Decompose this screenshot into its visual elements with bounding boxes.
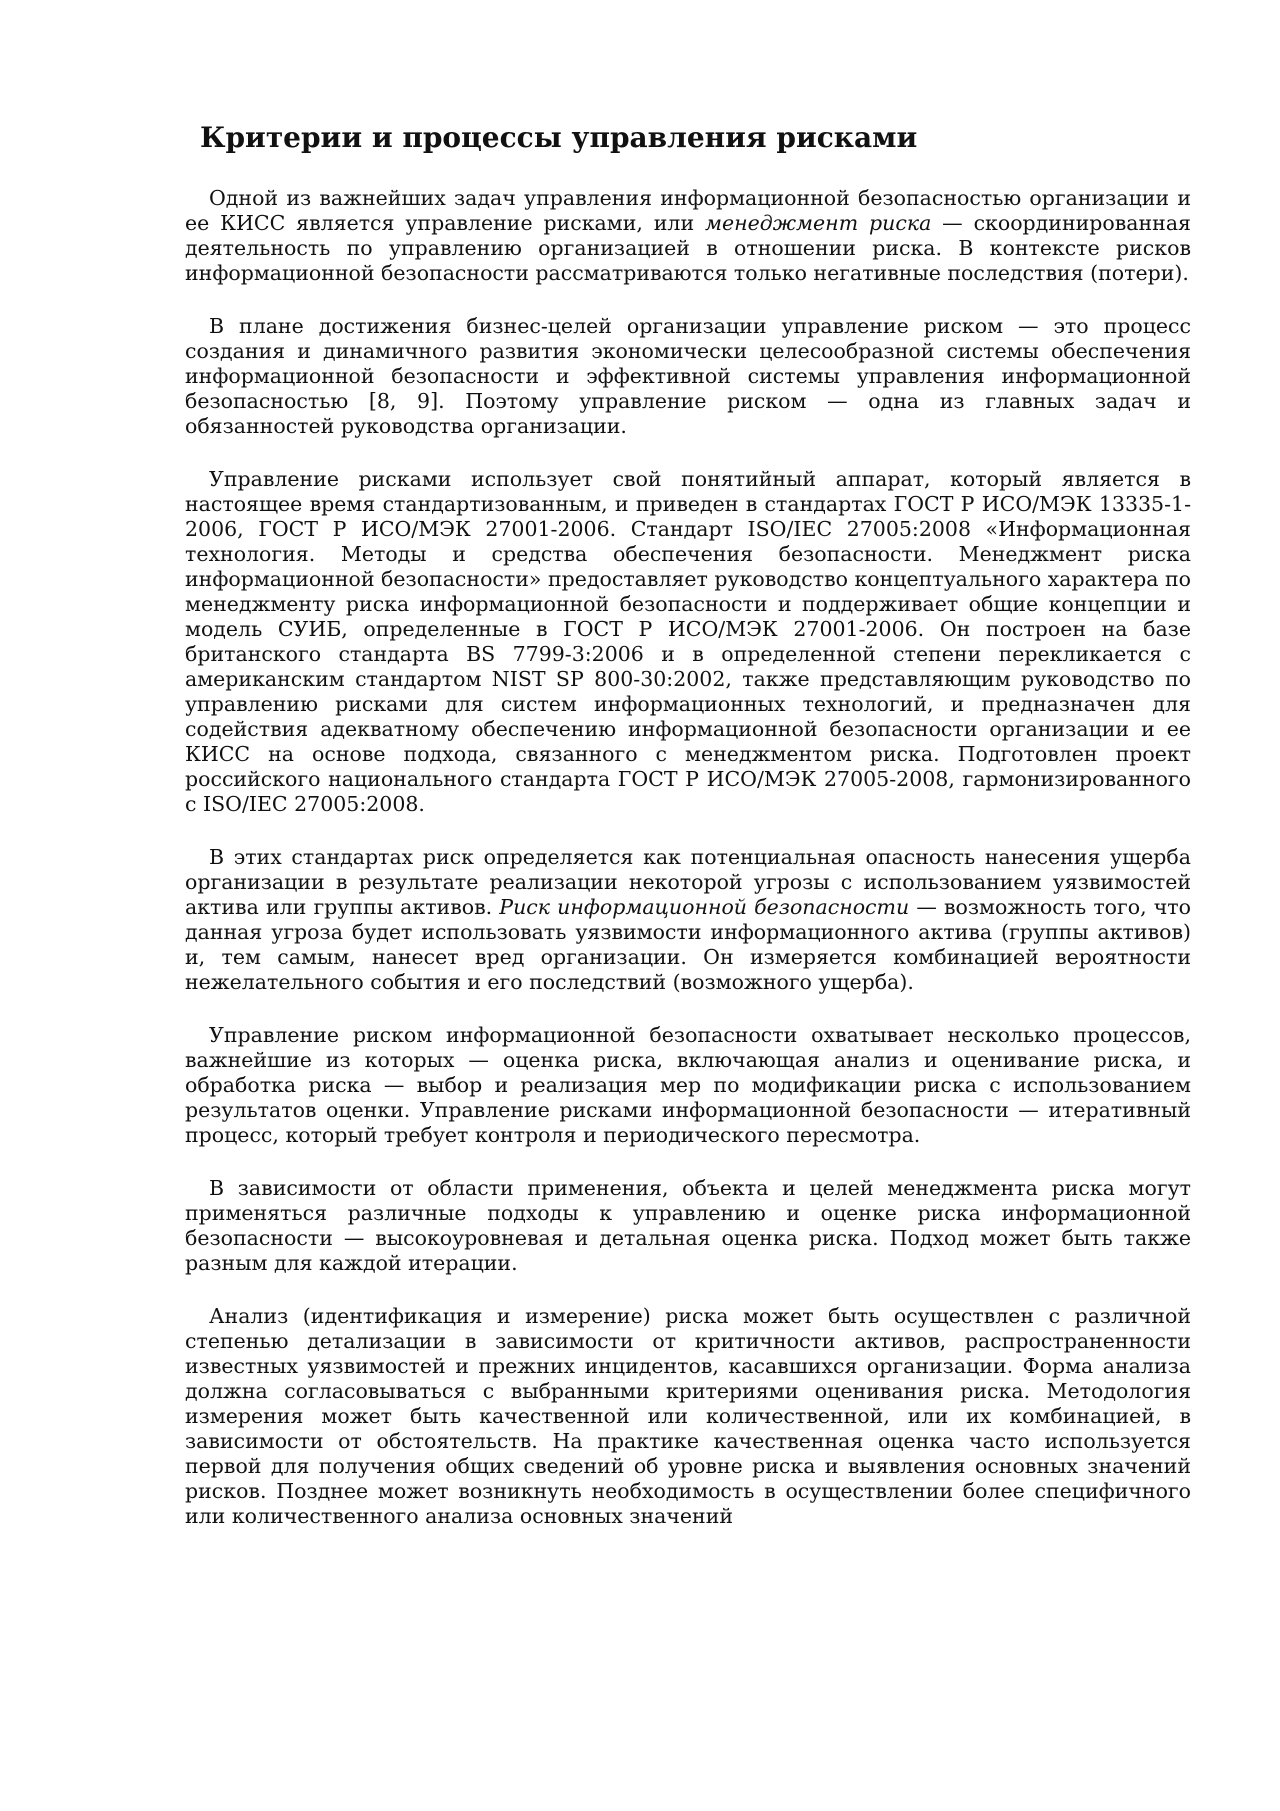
paragraph-4-text-a: В этих стандартах риск определяется как потенциальная опасность нанесения ущерба организации в результате реализации некоторой угрозы с использованием уязвимостей актива или группы активов. bbox=[185, 845, 1191, 919]
page-title: Критерии и процессы управления рисками bbox=[200, 121, 918, 154]
paragraph-7: Анализ (идентификация и измерение) риска может быть осуществлен с различной степенью детализации в зависимости от критичности активов, распространенности известных уязвимостей и прежних инцидентов, касавшихся организации. Форма анализа должна согласовываться с выбранными критериями оценивания риска. Методология измерения может быть качественной или количественной, или их комбинацией, в зависимости от обстоятельств. На практике качественная оценка часто используется первой для получения общих сведений об уровне риска и выявления основных значений рисков. Позднее может возникнуть необходимость в осуществлении более специфичного или количественного анализа основных значений bbox=[185, 1304, 1191, 1528]
paragraph-1-text-a: Одной из важнейших задач управления информационной безопасностью организации и ее КИСС является управление рисками, или bbox=[185, 186, 1191, 235]
paragraph-5: Управление риском информационной безопасности охватывает несколько процессов, важнейшие из которых — оценка риска, включающая анализ и оценивание риска, и обработка риска — выбор и реализация мер по модификации риска с использованием результатов оценки. Управление рисками информационной безопасности — итеративный процесс, который требует контроля и периодического пересмотра. bbox=[185, 1023, 1191, 1147]
paragraph-1 bbox=[185, 186, 1191, 286]
paragraph-4 bbox=[185, 845, 1191, 995]
paragraph-4-text-b: — возможность того, что данная угроза будет использовать уязвимости информационного актива (группы активов) и, тем самым, нанесет вред организации. Он измеряется комбинацией вероятности нежелательного события и его последствий (возможного ущерба). bbox=[185, 895, 1191, 994]
term-infosec-risk: Риск информационной безопасности bbox=[499, 895, 910, 919]
term-risk-management: менеджмент риска bbox=[705, 211, 932, 235]
paragraph-1-text-b: — скоординированная деятельность по управлению организацией в отношении риска. В контексте рисков информационной безопасности рассматриваются только негативные последствия (потери). bbox=[185, 211, 1191, 285]
paragraph-2: В плане достижения бизнес-целей организации управление риском — это процесс создания и динамичного развития экономически целесообразной системы обеспечения информационной безопасности и эффективной системы управления информационной безопасностью [8, 9]. Поэтому управление риском — одна из главных задач и обязанностей руководства организации. bbox=[185, 314, 1191, 438]
document-body bbox=[185, 186, 1191, 1557]
paragraph-3: Управление рисками использует свой понятийный аппарат, который является в настоящее время стандартизованным, и приведен в стандартах ГОСТ Р ИСО/МЭК 13335-1-2006, ГОСТ Р ИСО/МЭК 27001-2006. Стандарт ISO/IEC 27005:2008 «Информационная технология. Методы и средства обеспечения безопасности. Менеджмент риска информационной безопасности» предоставляет руководство концептуального характера по менеджменту риска информационной безопасности и поддерживает общие концепции и модель СУИБ, определенные в ГОСТ Р ИСО/МЭК 27001-2006. Он построен на базе британского стандарта BS 7799-3:2006 и в определенной степени перекликается с американским стандартом NIST SP 800-30:2002, также представляющим руководство по управлению рисками для систем информационных технологий, и предназначен для содействия адекватному обеспечению информационной безопасности организации и ее КИСС на основе подхода, связанного с менеджментом риска. Подготовлен проект российского национального стандарта ГОСТ Р ИСО/МЭК 27005-2008, гармонизированного с ISO/IEC 27005:2008. bbox=[185, 467, 1191, 816]
paragraph-6: В зависимости от области применения, объекта и целей менеджмента риска могут применяться различные подходы к управлению и оценке риска информационной безопасности — высокоуровневая и детальная оценка риска. Подход может быть также разным для каждой итерации. bbox=[185, 1176, 1191, 1275]
